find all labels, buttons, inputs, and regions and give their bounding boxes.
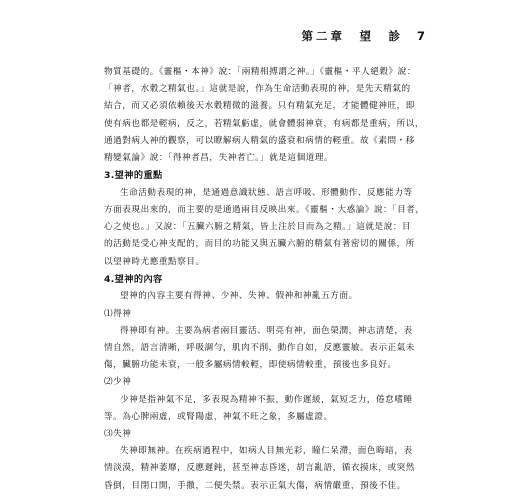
text-line: 通過對病人神的觀察，可以瞭解病人精氣的盛衰和病情的輕重。故《素問・移 [104,135,415,146]
text-line: 等。為心脾兩虛，或腎陽虛，神氣不旺之象，多屬虛證。 [104,411,333,422]
text-line: 少神是指神氣不足，多表現為精神不振，動作遲緩，氣短乏力，倦怠嗜睡 [120,394,413,405]
text-line: 結合，而又必須依賴後天水穀精微的滋養。只有精氣充足，才能體健神旺，即 [104,101,415,112]
text-line: 失神即無神。在疾病過程中，如病人目無光彩，瞳仁呆滯，面色晦暗，表 [120,446,413,457]
text-line: 情淡漠，精神萎靡，反應遲鈍，甚至神志昏迷，胡言亂語，循衣摸床，或突然 [104,463,415,474]
text-line: 方面表現出來的，而主要的是通過兩目反映出來。《靈樞・大惑論》說：「目者， [104,205,425,216]
text-line: 使有病也都是輕病，反之，若精氣虧虛，就會體弱神衰，有病都是重病，所以， [104,118,425,129]
text-line: 情自然，語言清晰，呼吸調勻，肌肉不削，動作自如，反應靈敏。表示正氣未 [104,343,415,354]
text-line: 昏倒，目閉口開，手撒，二便失禁。表示正氣大傷，病情嚴重，預後不佳。 [104,480,406,491]
text-line: 望神的內容主要有得神、少神、失神、假神和神亂五方面。 [120,291,358,302]
text-line: 得神即有神。主要為病者兩目靈活、明亮有神，面色榮潤，神志清楚，表 [120,325,413,336]
text-line: 心之使也。」又說：「五臟六腑之精氣，皆上注於目而為之精。」這就是說：目 [104,222,412,233]
text-line: 精變氣論》說：「得神者昌，失神者亡。」就是這個道理。 [104,153,334,164]
text-line: 物質基礎的。《靈樞・本神》說：「兩精相搏謂之神。」《靈樞・平人絕穀》說： [104,67,416,77]
text-line: 「神者，水穀之精氣也。」這就是說，作為生命活動表現的神，是先天精氣的 [104,84,411,95]
text-line: 以望神時尤應重點察目。 [104,256,205,267]
section-heading: 3.望神的重點 [104,170,163,182]
subsection-heading: ⑶失神 [104,429,132,440]
subsection-heading: ⑴得神 [104,308,132,319]
text-line: 的活動是受心神支配的，而目的功能又與五臟六腑的精氣有著密切的關係，所 [104,239,415,250]
page-number: 7 [416,29,428,43]
section-heading: 4.望神的內容 [104,273,163,285]
running-header [301,28,428,44]
subsection-heading: ⑵少神 [104,377,132,388]
page-body [104,64,432,495]
chapter-title: 第二章 望 診 [301,29,403,43]
text-line: 傷，臟腑功能未衰，一般多屬病情較輕，即使病情較重，預後也多良好。 [104,360,397,371]
text-line: 生命活動表現的神，是通過意識狀態、語言呼吸、形體動作、反應能力等 [120,187,413,198]
